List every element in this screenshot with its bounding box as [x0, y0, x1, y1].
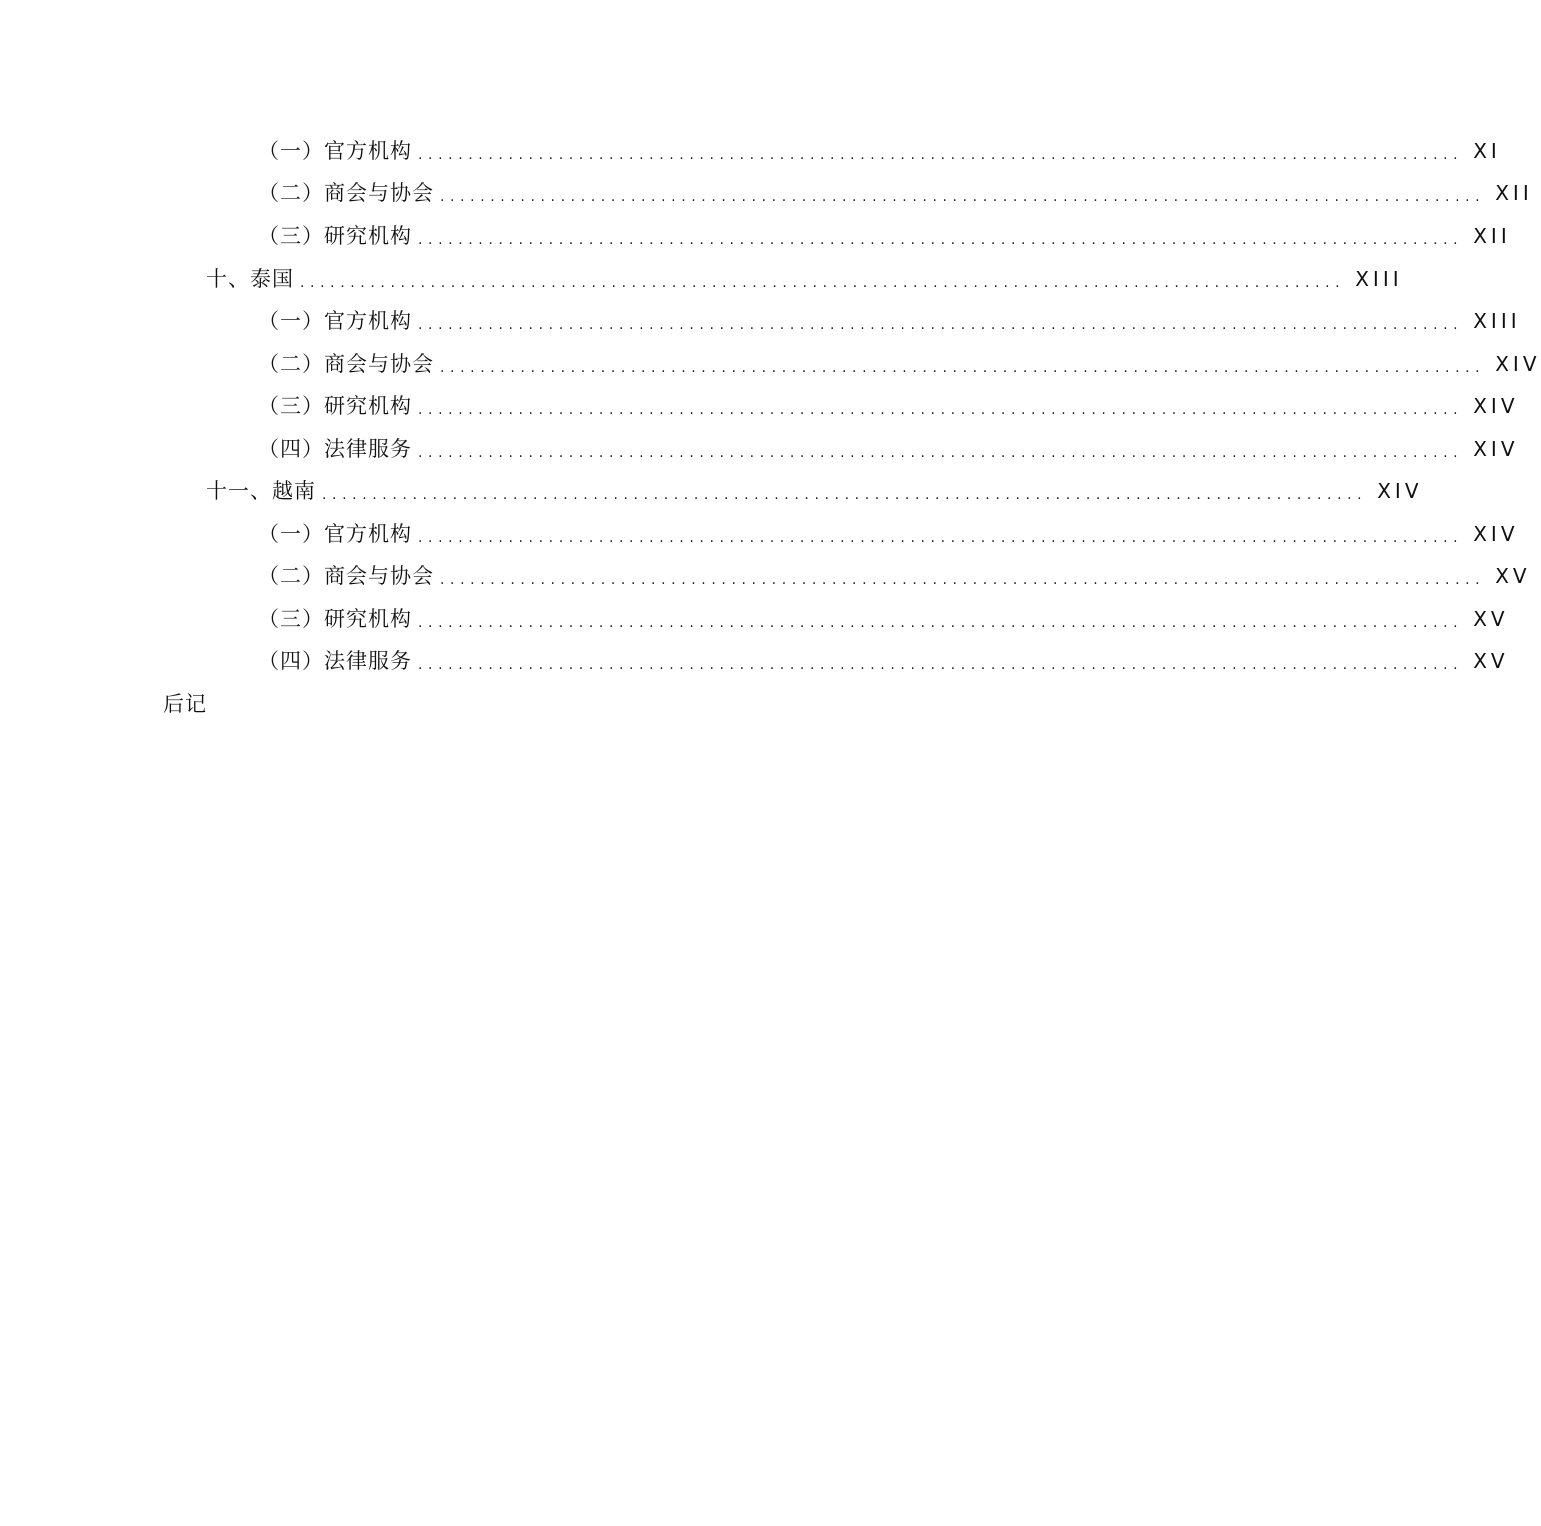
dot-leader: ........................................................................................................	[440, 189, 1486, 205]
toc-entry-page: XIV	[1495, 352, 1541, 376]
toc-entry-label: （二）商会与协会	[258, 352, 434, 376]
toc-entry-page: XIV	[1473, 522, 1519, 546]
dot-leader: ........................................................................................................	[418, 147, 1464, 163]
toc-entry[interactable]	[258, 428, 1519, 470]
toc-entry[interactable]	[258, 172, 1533, 214]
toc-entry[interactable]	[258, 598, 1509, 640]
toc-entry-page: XIII	[1355, 267, 1403, 291]
toc-entry-label: （一）官方机构	[258, 309, 412, 333]
dot-leader: ........................................................................................................	[418, 445, 1464, 461]
toc-entry-label: （一）官方机构	[258, 522, 412, 546]
toc-entry[interactable]	[258, 640, 1509, 682]
dot-leader: ........................................................................................................	[440, 572, 1486, 588]
toc-entry[interactable]	[258, 555, 1531, 597]
toc-entry-label: （二）商会与协会	[258, 564, 434, 588]
toc-entry-page: XIV	[1377, 479, 1423, 503]
dot-leader: ........................................................................................................	[322, 487, 1368, 503]
toc-entry[interactable]	[206, 258, 1403, 300]
toc-entry[interactable]	[258, 130, 1501, 172]
toc-entry-label: 十一、越南	[206, 479, 316, 503]
toc-entry-page: XIV	[1473, 394, 1519, 418]
toc-entry-page: XV	[1473, 607, 1509, 631]
toc-entry-page: XI	[1473, 139, 1501, 163]
toc-entry[interactable]	[258, 215, 1511, 257]
toc-entry-page: XIII	[1473, 309, 1521, 333]
toc-entry-label: （一）官方机构	[258, 139, 412, 163]
toc-entry[interactable]	[258, 513, 1519, 555]
dot-leader: ........................................................................................................	[418, 402, 1464, 418]
toc-entry-label: （三）研究机构	[258, 607, 412, 631]
toc-entry[interactable]	[258, 385, 1519, 427]
dot-leader: ........................................................................................................	[418, 530, 1464, 546]
dot-leader: ........................................................................................................	[418, 657, 1464, 673]
dot-leader: ........................................................................................................	[418, 317, 1464, 333]
toc-entry-page: XIV	[1473, 437, 1519, 461]
toc-entry-label: （四）法律服务	[258, 649, 412, 673]
dot-leader: ........................................................................................................	[418, 615, 1464, 631]
toc-afterword[interactable]: 后记	[163, 692, 207, 716]
toc-entry-label: 十、泰国	[206, 267, 294, 291]
dot-leader: ........................................................................................................	[418, 232, 1464, 248]
toc-entry[interactable]	[206, 470, 1423, 512]
toc-entry-label: （二）商会与协会	[258, 181, 434, 205]
toc-entry-label: （三）研究机构	[258, 394, 412, 418]
toc-entry-page: XV	[1495, 564, 1531, 588]
toc-entry-label: （四）法律服务	[258, 437, 412, 461]
toc-entry-page: XV	[1473, 649, 1509, 673]
toc-entry[interactable]	[258, 343, 1541, 385]
dot-leader: ........................................................................................................	[300, 275, 1346, 291]
toc-entry-page: XII	[1495, 181, 1533, 205]
toc-entry-page: XII	[1473, 224, 1511, 248]
toc-entry-label: （三）研究机构	[258, 224, 412, 248]
toc-entry[interactable]	[258, 300, 1521, 342]
dot-leader: ........................................................................................................	[440, 360, 1486, 376]
